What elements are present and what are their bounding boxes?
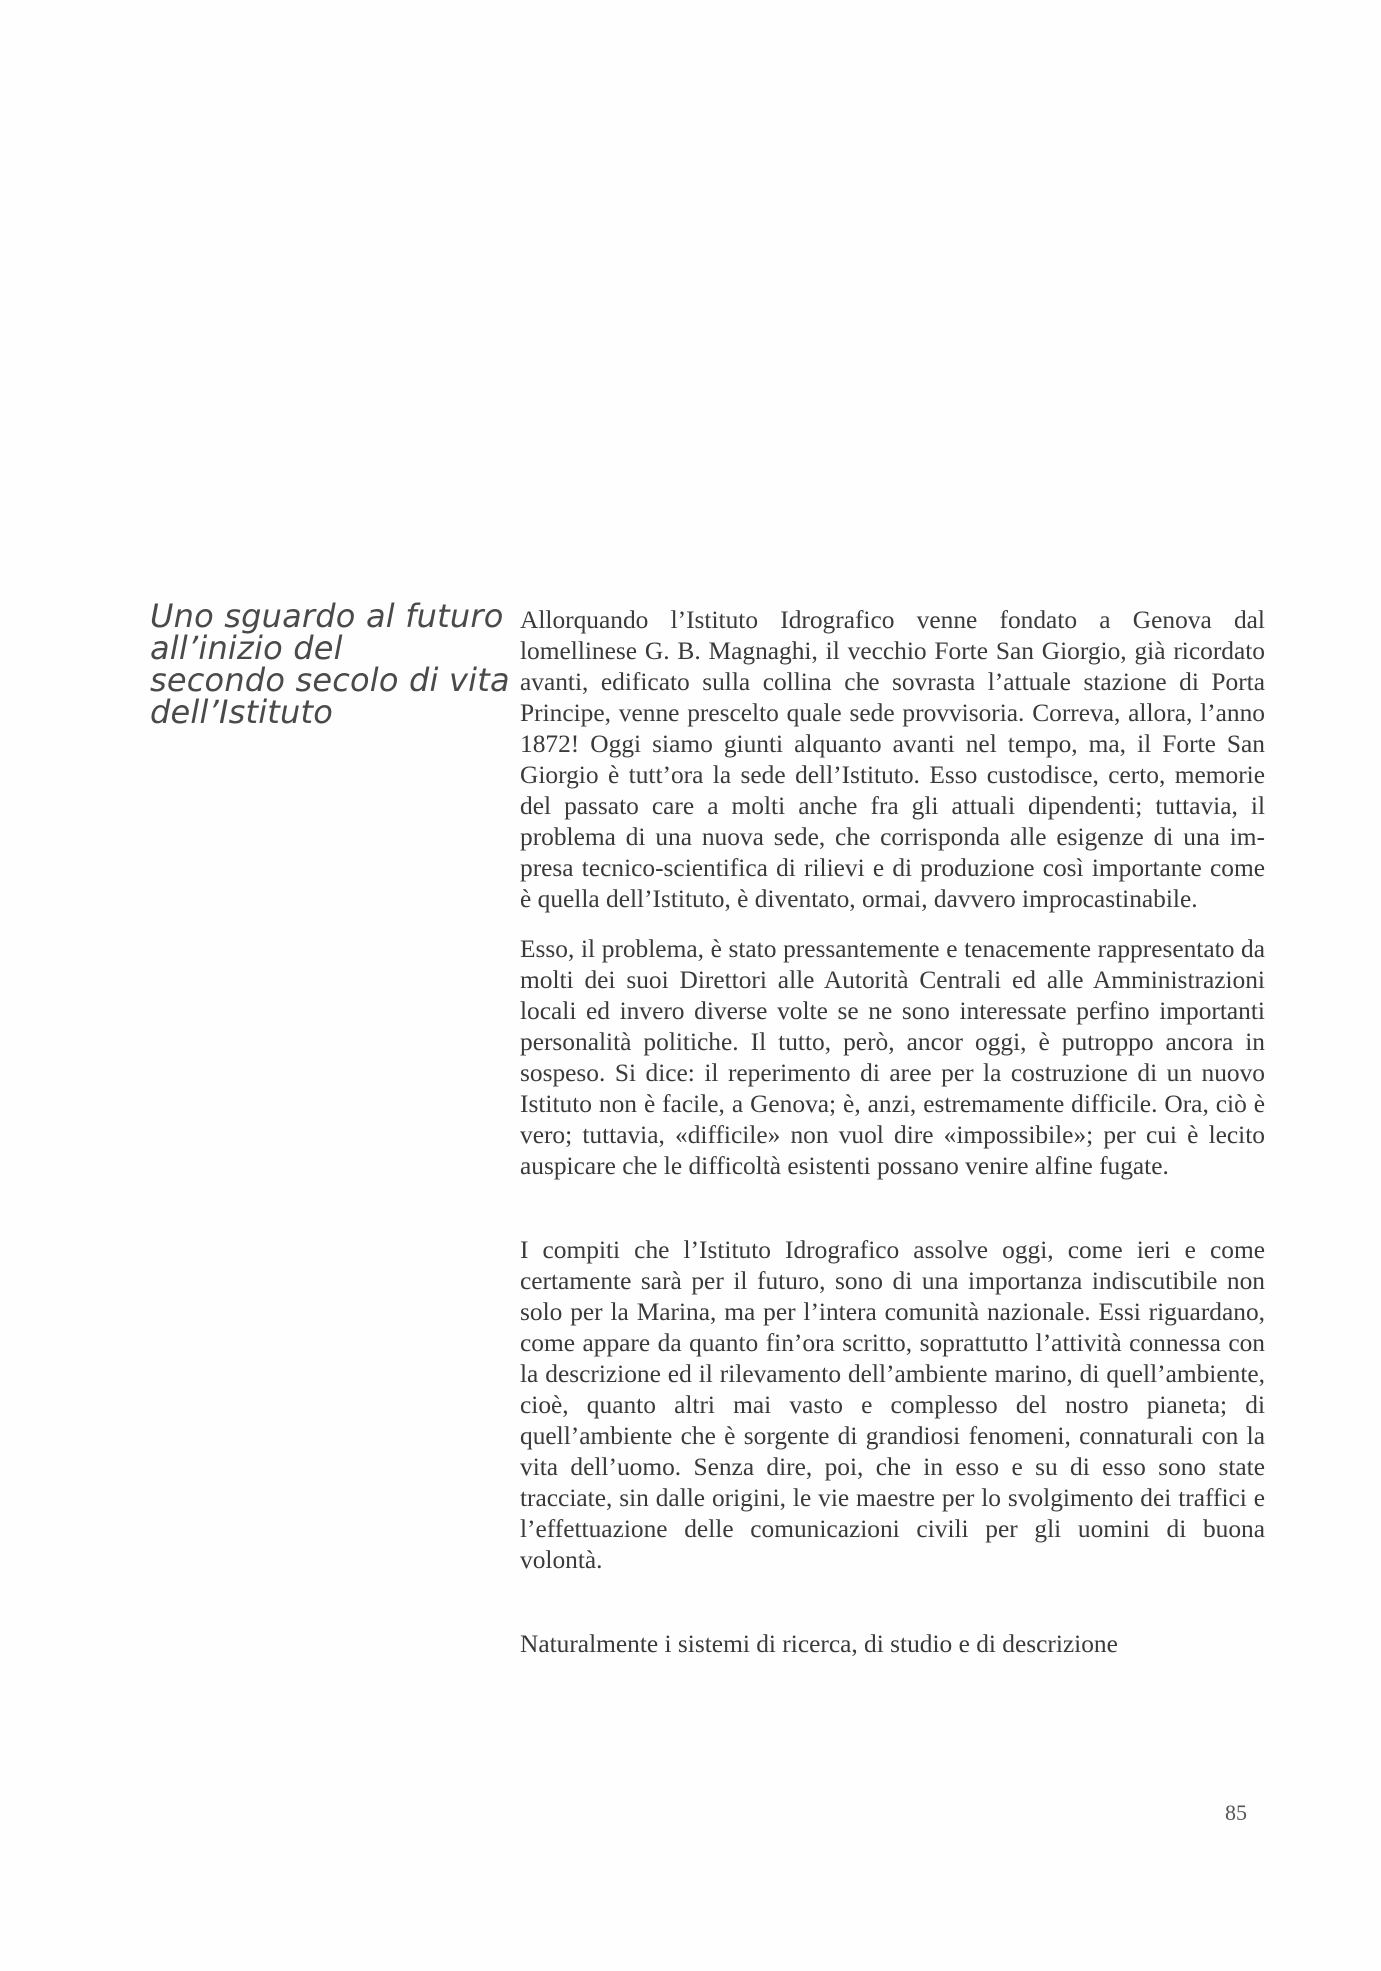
section-heading-line: secondo secolo di vita [150,661,510,699]
section-heading-line: dell’Istituto [150,693,334,731]
paragraph-2: Esso, il problema, è stato pressantemente e tenacemente rappresentato da molti dei suoi Direttori alle Autorità Centrali ed alle Amministrazioni locali ed invero diverse volte se ne sono interessate perfino importanti personalità politiche. Il tutto, però, ancor oggi, è putroppo ancora in sospeso. Si dice: il reperimento di aree per la costruzione di un nuovo Istituto non è facile, a Genova; è, anzi, estremamente difficile. Ora, ciò è vero; tuttavia, «difficile» non vuol dire «impossibile»; per cui è lecito auspicare che le difficoltà esistenti possano venire alfine fugate. [520,935,1265,1180]
body-text [520,605,1265,1660]
section-heading-line: all’inizio del [150,629,343,667]
paragraph-1: Allorquando l’Istituto Idrografico venne fondato a Genova dal lomellinese G. B. Magnaghi, il vecchio Forte San Giorgio, già ricordato avanti, edificato sulla collina che sovrasta l’attuale stazione di Porta Principe, venne prescelto quale sede provvisoria. Correva, allora, l’anno 1872! Oggi siamo giunti alquanto avanti nel tempo, ma, il Forte San Giorgio è tutt’ora la sede dell’Istituto. Esso custodisce, certo, memorie del passato care a molti anche fra gli attuali dipendenti; tuttavia, il problema di una nuova sede, che corrisponda alle esigenze di una impresa tecnico-scientifica di rilievi e di produzione così importante come è quella dell’Istituto, è diventato, ormai, davvero improcastinabile. [520,606,1265,913]
section-heading [150,597,510,731]
paragraph-4: Naturalmente i sistemi di ricerca, di studio e di descrizione [520,1630,1118,1658]
paragraph-3: I compiti che l’Istituto Idrografico assolve oggi, come ieri e come certamente sarà per il futuro, sono di una importanza indiscutibile non solo per la Marina, ma per l’intera comunità nazionale. Essi riguardano, come appare da quanto fin’ora scritto, soprattutto l’attività connessa con la descrizione ed il rilevamento dell’ambiente marino, di quell’ambiente, cioè, quanto altri mai vasto e complesso del nostro pianeta; di quell’ambiente che è sorgente di grandiosi fenomeni, connaturali con la vita dell’uomo. Senza dire, poi, che in esso e su di esso sono state tracciate, sin dalle origini, le vie maestre per lo svolgimento dei traffici e l’effettuazione delle comunicazioni civili per gli uomini di buona volontà. [520,1236,1265,1574]
section-heading-line: Uno sguardo al futuro [150,597,504,635]
page-number: 85 [1225,1800,1247,1825]
